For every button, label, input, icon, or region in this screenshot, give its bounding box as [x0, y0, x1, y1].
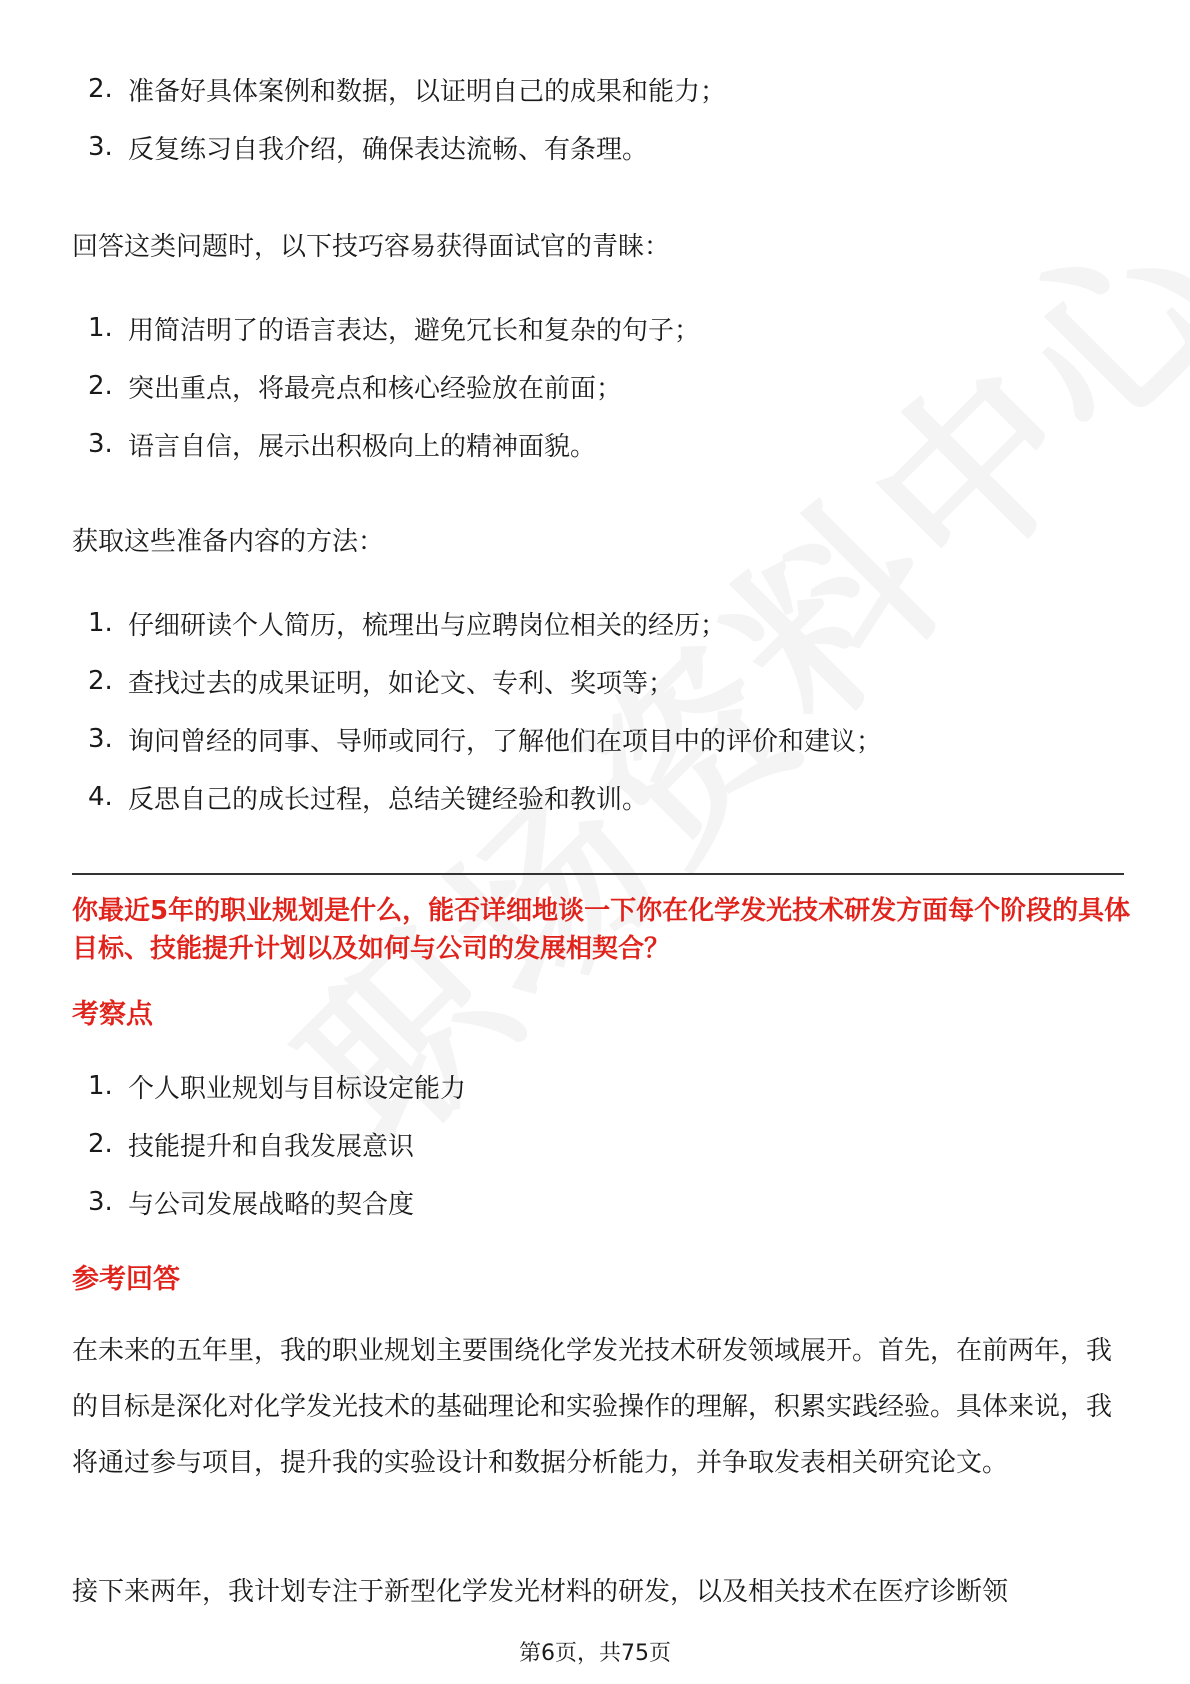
list-number: 3. — [88, 132, 113, 162]
list-item — [80, 710, 882, 768]
methods-list — [80, 594, 882, 826]
list-number: 1. — [88, 313, 113, 343]
list-text: 反思自己的成长过程，总结关键经验和教训。 — [128, 784, 649, 815]
list-text: 仔细研读个人简历，梳理出与应聘岗位相关的经历； — [128, 610, 727, 641]
list-item — [80, 60, 726, 118]
list-number: 2. — [88, 371, 113, 401]
list-item — [80, 768, 882, 826]
list-number: 2. — [88, 74, 113, 104]
list-number: 3. — [88, 724, 113, 754]
question-heading: 你最近5年的职业规划是什么，能否详细地谈一下你在化学发光技术研发方面每个阶段的具体目标、技能提升计划以及如何与公司的发展相契合？ — [72, 896, 1131, 964]
list-text: 个人职业规划与目标设定能力 — [128, 1073, 467, 1104]
list-text: 反复练习自我介绍，确保表达流畅、有条理。 — [128, 134, 649, 165]
answer-paragraph: 在未来的五年里，我的职业规划主要围绕化学发光技术研发领域展开。首先，在前两年，我的目标是深化对化学发光技术的基础理论和实验操作的理解，积累实践经验。具体来说，我将通过参与项目，提升我的实验设计和数据分析能力，并争取发表相关研究论文。 — [72, 1336, 1113, 1478]
list-item — [80, 357, 700, 415]
list-text: 与公司发展战略的契合度 — [128, 1189, 415, 1220]
list-item — [80, 652, 882, 710]
list-text: 查找过去的成果证明，如论文、专利、奖项等； — [128, 668, 675, 699]
skills-list — [80, 299, 700, 473]
list-text: 语言自信，展示出积极向上的精神面貌。 — [128, 431, 597, 462]
list-number: 4. — [88, 782, 113, 812]
list-number: 1. — [88, 608, 113, 638]
focus-heading: 考察点 — [72, 999, 153, 1030]
focus-list — [80, 1057, 466, 1231]
skills-intro: 回答这类问题时，以下技巧容易获得面试官的青睐： — [72, 232, 671, 262]
list-text: 突出重点，将最亮点和核心经验放在前面； — [128, 373, 623, 404]
list-text: 技能提升和自我发展意识 — [128, 1131, 415, 1162]
list-item — [80, 1173, 466, 1231]
answer-heading: 参考回答 — [72, 1264, 180, 1295]
methods-intro: 获取这些准备内容的方法： — [72, 527, 385, 557]
section-divider — [72, 873, 1124, 875]
list-number: 1. — [88, 1071, 113, 1101]
list-text: 用简洁明了的语言表达，避免冗长和复杂的句子； — [128, 315, 701, 346]
list-item — [80, 1057, 466, 1115]
list-number: 2. — [88, 1129, 113, 1159]
list-item — [80, 415, 700, 473]
tips-list — [80, 60, 726, 176]
list-number: 2. — [88, 666, 113, 696]
answer-paragraph: 接下来两年，我计划专注于新型化学发光材料的研发，以及相关技术在医疗诊断领 — [72, 1577, 1009, 1607]
list-item — [80, 299, 700, 357]
page-footer: 第6页，共75页 — [519, 1641, 671, 1666]
list-item — [80, 594, 882, 652]
list-item — [80, 1115, 466, 1173]
list-item — [80, 118, 726, 176]
list-number: 3. — [88, 1187, 113, 1217]
list-number: 3. — [88, 429, 113, 459]
list-text: 准备好具体案例和数据，以证明自己的成果和能力； — [128, 76, 727, 107]
list-text: 询问曾经的同事、导师或同行，了解他们在项目中的评价和建议； — [128, 726, 883, 757]
